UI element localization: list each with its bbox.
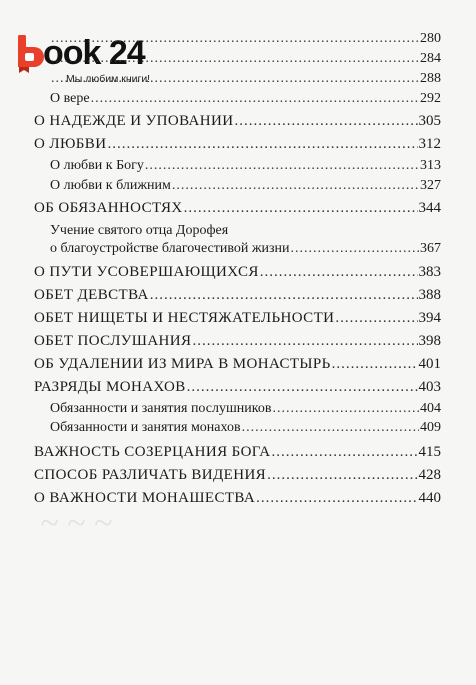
toc-dot-leader (192, 332, 417, 350)
toc-entry-label: Обязанности и занятия послушников (50, 401, 272, 416)
toc-entry-line1 (50, 222, 228, 240)
toc-dot-leader (256, 489, 417, 507)
toc-page-number: 288 (420, 71, 441, 86)
toc-dot-leader (234, 112, 417, 130)
toc-dot-leader (291, 240, 419, 258)
toc-dot-leader (172, 177, 419, 195)
toc-page-number: 404 (420, 401, 441, 416)
toc-page-number: 367 (420, 241, 441, 256)
toc-dot-leader (271, 443, 417, 461)
toc-entry-label: О любви к Богу (50, 158, 144, 173)
toc-entry[interactable] (34, 286, 441, 304)
toc-entry-label: ОБЕТ ДЕВСТВА (34, 287, 149, 303)
toc-dot-leader (91, 90, 419, 108)
toc-page-number: 398 (418, 333, 441, 349)
toc-dot-leader (260, 263, 418, 281)
toc-entry[interactable] (34, 443, 441, 461)
toc-dot-leader (267, 466, 417, 484)
toc-entry[interactable] (34, 332, 441, 350)
toc-entry[interactable] (50, 70, 441, 88)
toc-dot-leader (51, 30, 419, 48)
show-through-decoration: ~ ~ ~ (40, 505, 113, 542)
toc-dot-leader (332, 355, 418, 373)
toc-page-number: 344 (418, 200, 441, 216)
toc-entry[interactable] (34, 378, 441, 396)
toc-entry[interactable] (34, 489, 441, 507)
toc-page-number: 394 (418, 310, 441, 326)
toc-entry[interactable] (34, 355, 441, 373)
toc-entry[interactable] (50, 419, 441, 437)
toc-page-number: 305 (418, 113, 441, 129)
toc-dot-leader (187, 378, 418, 396)
logo-wordmark: ook 24 (43, 34, 145, 72)
toc-entry[interactable] (50, 50, 441, 68)
toc-entry[interactable] (34, 112, 441, 130)
toc-page-number: 403 (418, 379, 441, 395)
toc-page-number: 440 (418, 490, 441, 506)
toc-entry[interactable] (50, 90, 441, 108)
toc-page-number: 383 (418, 264, 441, 280)
toc-page-number: 284 (420, 51, 441, 66)
toc-page-number: 415 (418, 444, 441, 460)
toc-page-number: 409 (420, 420, 441, 435)
toc-page-number: 428 (418, 467, 441, 483)
toc-dot-leader (107, 135, 417, 153)
toc-entry[interactable] (50, 177, 441, 195)
toc-page-number: 280 (420, 31, 441, 46)
toc-entry[interactable] (50, 157, 441, 175)
toc-entry-label: О вере (50, 91, 90, 106)
toc-entry-label: О любви к ближним (50, 178, 171, 193)
toc-page-number: 327 (420, 178, 441, 193)
toc-dot-leader (51, 50, 419, 68)
toc-entry-label: ОБЕТ НИЩЕТЫ И НЕСТЯЖАТЕЛЬНОСТИ (34, 310, 335, 326)
toc-entry[interactable] (34, 135, 441, 153)
toc-entry[interactable] (50, 400, 441, 418)
toc-entry-label: СПОСОБ РАЗЛИЧАТЬ ВИДЕНИЯ (34, 467, 267, 483)
toc-page-number: 292 (420, 91, 441, 106)
toc-page-number: 312 (418, 136, 441, 152)
logo-tagline: Мы любим книги! (66, 73, 151, 85)
toc-dot-leader (184, 199, 418, 217)
book-b-logo-icon (16, 35, 46, 73)
toc-dot-leader (150, 286, 418, 304)
toc-page-number: 388 (418, 287, 441, 303)
toc-entry-label: О НАДЕЖДЕ И УПОВАНИИ (34, 113, 234, 129)
toc-entry[interactable] (34, 309, 441, 327)
toc-entry-label: О ПУТИ УСОВЕРШАЮЩИХСЯ (34, 264, 259, 280)
toc-entry-label: ОБ УДАЛЕНИИ ИЗ МИРА В МОНАСТЫРЬ (34, 356, 331, 372)
toc-entry-label: РАЗРЯДЫ МОНАХОВ (34, 379, 186, 395)
toc-entry-label-cont: о благоустройстве благочестивой жизни (50, 241, 290, 256)
toc-entry-label: ОБ ОБЯЗАННОСТЯХ (34, 200, 183, 216)
toc-entry[interactable] (34, 199, 441, 217)
toc-dot-leader (242, 419, 419, 437)
toc-entry-label: Учение святого отца Дорофея (50, 223, 229, 238)
toc-entry[interactable] (34, 466, 441, 484)
toc-entry[interactable] (50, 240, 441, 258)
toc-entry[interactable] (34, 263, 441, 281)
toc-entry-label: О ВАЖНОСТИ МОНАШЕСТВА (34, 490, 256, 506)
toc-entry-label: ВАЖНОСТЬ СОЗЕРЦАНИЯ БОГА (34, 444, 271, 460)
toc-entry-label: Обязанности и занятия монахов (50, 420, 241, 435)
toc-dot-leader (272, 400, 419, 418)
toc-entry-label: ОБЕТ ПОСЛУШАНИЯ (34, 333, 192, 349)
toc-entry-label: О ЛЮБВИ (34, 136, 107, 152)
toc-page-number: 401 (418, 356, 441, 372)
toc-dot-leader (145, 157, 419, 175)
toc-dot-leader (51, 70, 419, 88)
toc-dot-leader (335, 309, 417, 327)
toc-entry[interactable] (50, 30, 441, 48)
toc-page-number: 313 (420, 158, 441, 173)
